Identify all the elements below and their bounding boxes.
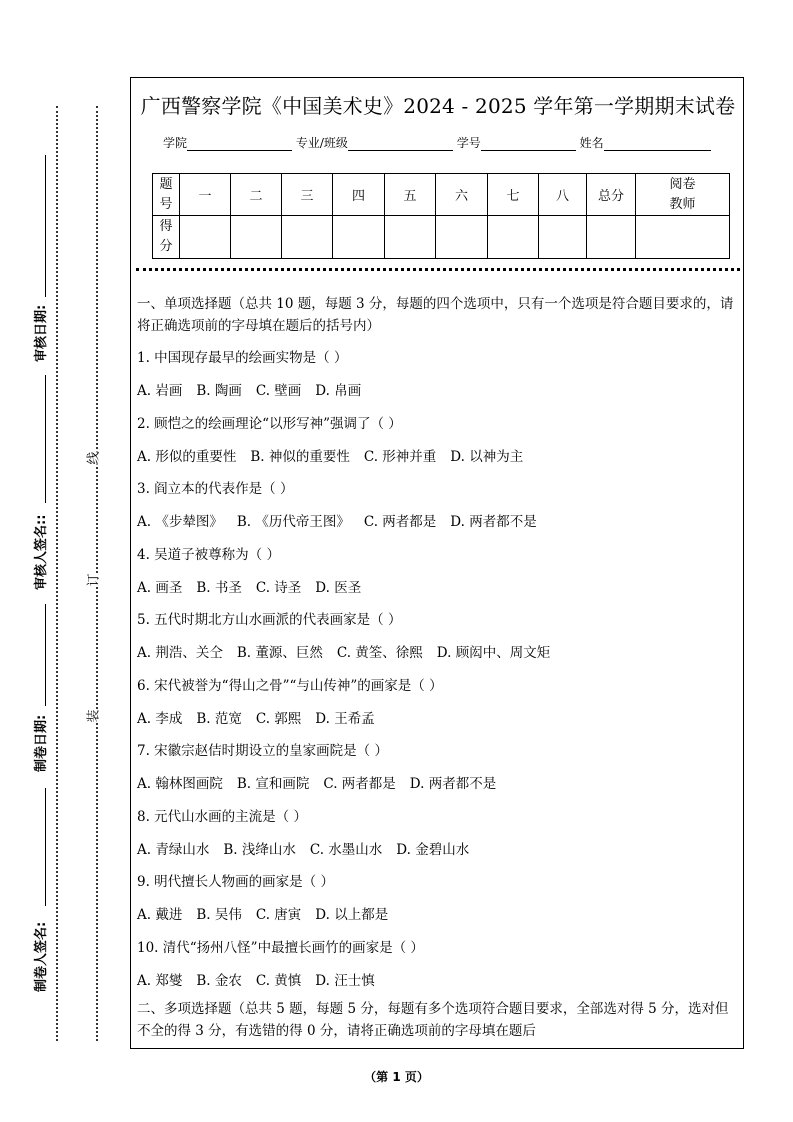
maker-sign-line: [45, 788, 46, 906]
option-c[interactable]: C. 两者都是: [363, 514, 437, 530]
option-d[interactable]: D. 两者都不是: [450, 514, 537, 530]
option-d[interactable]: D. 医圣: [315, 579, 362, 596]
option-a[interactable]: A. 形似的重要性: [137, 448, 237, 465]
option-c[interactable]: C. 两者都是: [323, 776, 396, 792]
option-b[interactable]: B. 范宽: [196, 710, 242, 727]
question-options: [137, 707, 389, 727]
score-cell[interactable]: [587, 216, 636, 259]
student-info-row: [163, 134, 711, 151]
student-id-field[interactable]: [481, 138, 576, 151]
option-c[interactable]: C. 黄筌、徐熙: [336, 645, 423, 661]
question-options: [137, 838, 483, 858]
reviewer-date-line: [45, 155, 46, 297]
question-text: 6. 宋代被誉为“得山之骨”“与山传神”的画家是（ ）: [137, 677, 443, 694]
score-col-grader: 阅卷教师: [636, 174, 730, 216]
score-col-7: 七: [488, 174, 539, 216]
option-d[interactable]: D. 以神为主: [450, 448, 524, 465]
option-b[interactable]: B. 浅绛山水: [223, 841, 296, 858]
question-options: [137, 641, 564, 661]
question-text: 2. 顾恺之的绘画理论“以形写神”强调了（ ）: [137, 415, 402, 432]
option-a[interactable]: A. 青绿山水: [137, 841, 210, 858]
option-d[interactable]: D. 顾闳中、周文矩: [436, 645, 551, 661]
question-text: 4. 吴道子被尊称为（ ）: [137, 546, 280, 563]
score-cell[interactable]: [282, 216, 333, 259]
option-d[interactable]: D. 帛画: [315, 383, 362, 399]
header-dotted-separator: [136, 268, 740, 271]
option-c[interactable]: C. 壁画: [255, 383, 302, 399]
option-b[interactable]: B. 吴伟: [196, 907, 242, 923]
question-text: 5. 五代时期北方山水画派的代表画家是（ ）: [137, 612, 402, 628]
score-col-8: 八: [539, 174, 587, 216]
option-a[interactable]: A. 李成: [137, 710, 183, 727]
binding-dotted-line-outer: [56, 106, 58, 1041]
option-c[interactable]: C. 诗圣: [255, 579, 302, 596]
score-cell[interactable]: [180, 216, 231, 259]
college-field[interactable]: [187, 138, 292, 151]
question-text: 8. 元代山水画的主流是（ ）: [137, 808, 307, 825]
exam-frame: [130, 77, 744, 1049]
option-c[interactable]: C. 唐寅: [255, 907, 302, 923]
score-col-1: 一: [180, 174, 231, 216]
question-options: [137, 510, 551, 530]
option-c[interactable]: C. 黄慎: [255, 972, 302, 989]
option-b[interactable]: B. 《历代帝王图》: [236, 514, 350, 530]
maker-date-line: [45, 604, 46, 706]
score-col-3: 三: [282, 174, 333, 216]
reviewer-date-label: 审核日期:: [34, 304, 49, 362]
binding-mark-xian: 线: [86, 451, 102, 465]
score-table-row1-label: 题号: [153, 174, 180, 216]
option-a[interactable]: A. 荆浩、关仝: [137, 645, 223, 661]
college-label: 学院: [163, 136, 188, 150]
option-a[interactable]: A. 郑燮: [137, 972, 183, 989]
reviewer-sign-label: 审核人签名::: [34, 514, 49, 590]
option-b[interactable]: B. 宣和画院: [236, 776, 310, 792]
section2-heading: 二、多项选择题（总共 5 题，每题 5 分，每题有多个选项符合题目要求，全部选对得 5 分，选对但不全的得 3 分，有选错的得 0 分，请将正确选项前的字母填在题后: [137, 1001, 729, 1039]
question-options: [137, 379, 375, 399]
option-a[interactable]: A. 翰林图画院: [137, 776, 223, 792]
question-text: 1. 中国现存最早的绘画实物是（ ）: [137, 350, 348, 366]
option-a[interactable]: A. 画圣: [137, 579, 183, 596]
score-table-header-row: [153, 174, 730, 216]
score-col-total: 总分: [587, 174, 636, 216]
option-d[interactable]: D. 王希孟: [315, 710, 375, 727]
score-cell[interactable]: [539, 216, 587, 259]
score-col-6: 六: [436, 174, 488, 216]
question-options: [137, 772, 510, 792]
question-text: 3. 阎立本的代表作是（ ）: [137, 481, 294, 497]
score-table: [152, 173, 730, 259]
option-c[interactable]: C. 水墨山水: [309, 841, 383, 858]
option-b[interactable]: B. 董源、巨然: [236, 645, 323, 661]
question-text: 9. 明代擅长人物画的画家是（ ）: [137, 874, 334, 890]
option-b[interactable]: B. 书圣: [196, 579, 242, 596]
student-id-label: 学号: [456, 136, 481, 150]
question-text: 10. 清代“扬州八怪”中最擅长画竹的画家是（ ）: [137, 939, 424, 956]
option-b[interactable]: B. 金农: [196, 972, 242, 989]
binding-mark-zhuang: 装: [86, 709, 102, 723]
score-cell[interactable]: [231, 216, 282, 259]
option-a[interactable]: A. 岩画: [137, 383, 183, 399]
question-text: 7. 宋徽宗赵佶时期设立的皇家画院是（ ）: [137, 743, 388, 759]
score-table-row2-label: 得分: [153, 216, 180, 259]
question-options: [137, 445, 537, 465]
maker-date-label: 制卷日期:: [34, 714, 49, 772]
option-d[interactable]: D. 以上都是: [315, 907, 389, 923]
option-d[interactable]: D. 金碧山水: [396, 841, 470, 858]
score-cell[interactable]: [488, 216, 539, 259]
page-title: 广西警察学院《中国美术史》2024 - 2025 学年第一学期期末试卷: [140, 94, 736, 118]
score-col-2: 二: [231, 174, 282, 216]
option-b[interactable]: B. 陶画: [196, 383, 242, 399]
score-col-5: 五: [385, 174, 436, 216]
binding-mark-ding: 订: [86, 573, 102, 587]
score-cell[interactable]: [385, 216, 436, 259]
reviewer-sign-line: [45, 375, 46, 503]
option-d[interactable]: D. 两者都不是: [409, 776, 497, 792]
option-b[interactable]: B. 神似的重要性: [250, 448, 350, 465]
major-label: 专业/班级: [295, 136, 348, 150]
option-c[interactable]: C. 郭熙: [255, 710, 302, 727]
score-col-4: 四: [333, 174, 385, 216]
name-label: 姓名: [579, 136, 604, 150]
maker-sign-label: 制卷人签名:: [34, 921, 49, 992]
option-a[interactable]: A. 《步辇图》: [137, 514, 223, 530]
option-c[interactable]: C. 形神并重: [363, 448, 437, 465]
major-field[interactable]: [348, 138, 453, 151]
score-cell[interactable]: [436, 216, 488, 259]
question-options: [137, 576, 375, 596]
score-cell[interactable]: [636, 216, 730, 259]
question-options: [137, 903, 402, 923]
name-field[interactable]: [604, 138, 711, 151]
question-options: [137, 969, 389, 989]
score-cell[interactable]: [333, 216, 385, 259]
score-table-score-row: [153, 216, 730, 259]
option-a[interactable]: A. 戴进: [137, 907, 183, 923]
section1-heading: 一、单项选择题（总共 10 题，每题 3 分，每题的四个选项中，只有一个选项是符合题目要求的，请将正确选项前的字母填在题后的括号内）: [137, 296, 734, 334]
page-number: （第 1 页）: [364, 1070, 429, 1084]
option-d[interactable]: D. 汪士慎: [315, 972, 375, 989]
